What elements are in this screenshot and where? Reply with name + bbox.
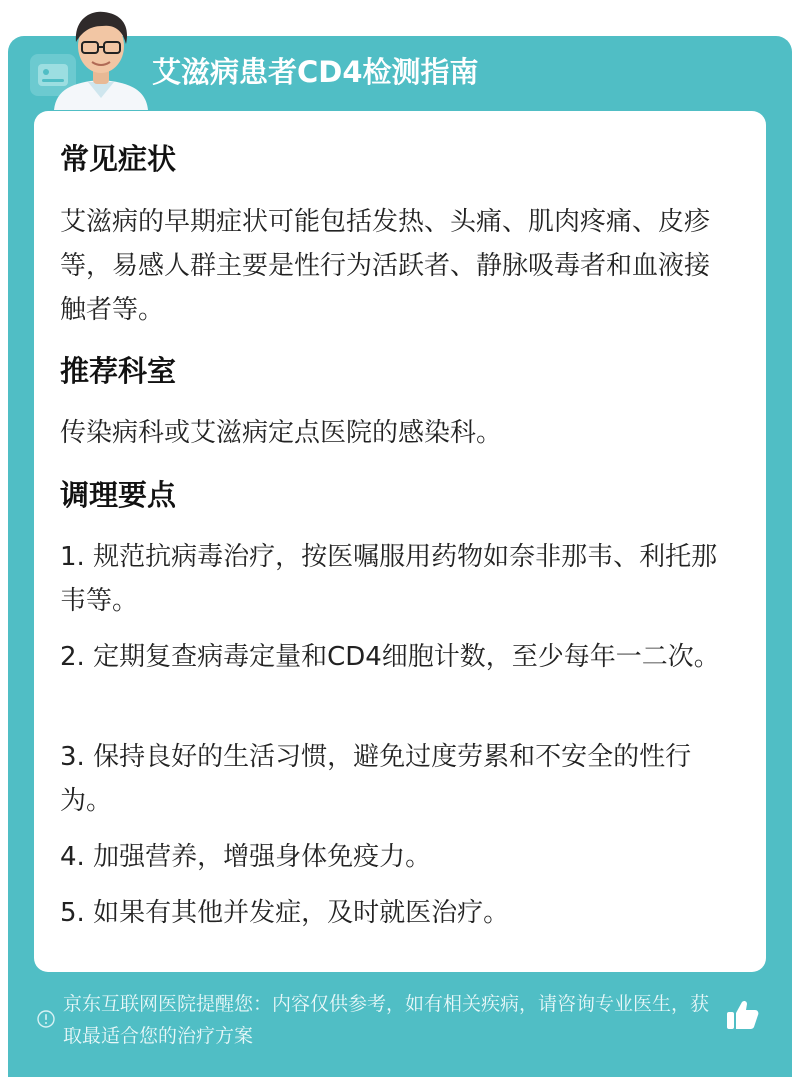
care-item-5: 5. 如果有其他并发症，及时就医治疗。 xyxy=(60,898,510,928)
info-icon xyxy=(37,1010,55,1028)
disclaimer-text: 京东互联网医院提醒您：内容仅供参考，如有相关疾病，请咨询专业医生，获取最适合您的治疗方案 xyxy=(63,993,710,1047)
department-text: 传染病科或艾滋病定点医院的感染科。 xyxy=(60,418,503,448)
section-heading-care: 调理要点 xyxy=(60,478,177,512)
page-title: 艾滋病患者CD4检测指南 xyxy=(152,55,479,89)
thumbs-up-icon[interactable] xyxy=(724,997,760,1033)
symptoms-text: 艾滋病的早期症状可能包括发热、头痛、肌肉疼痛、皮疹等，易感人群主要是性行为活跃者、静脉吸毒者和血液接触者等。 xyxy=(60,207,711,325)
section-heading-symptoms: 常见症状 xyxy=(60,142,177,176)
care-item-1: 1. 规范抗病毒治疗，按医嘱服用药物如奈非那韦、利托那韦等。 xyxy=(60,542,718,616)
doctor-avatar xyxy=(46,4,156,110)
care-item-2: 2. 定期复查病毒定量和CD4细胞计数，至少每年一二次。 xyxy=(60,642,720,672)
content-panel xyxy=(34,111,766,972)
care-item-3: 3. 保持良好的生活习惯，避免过度劳累和不安全的性行为。 xyxy=(60,742,692,816)
section-heading-department: 推荐科室 xyxy=(60,354,177,388)
care-item-4: 4. 加强营养，增强身体免疫力。 xyxy=(60,842,432,872)
